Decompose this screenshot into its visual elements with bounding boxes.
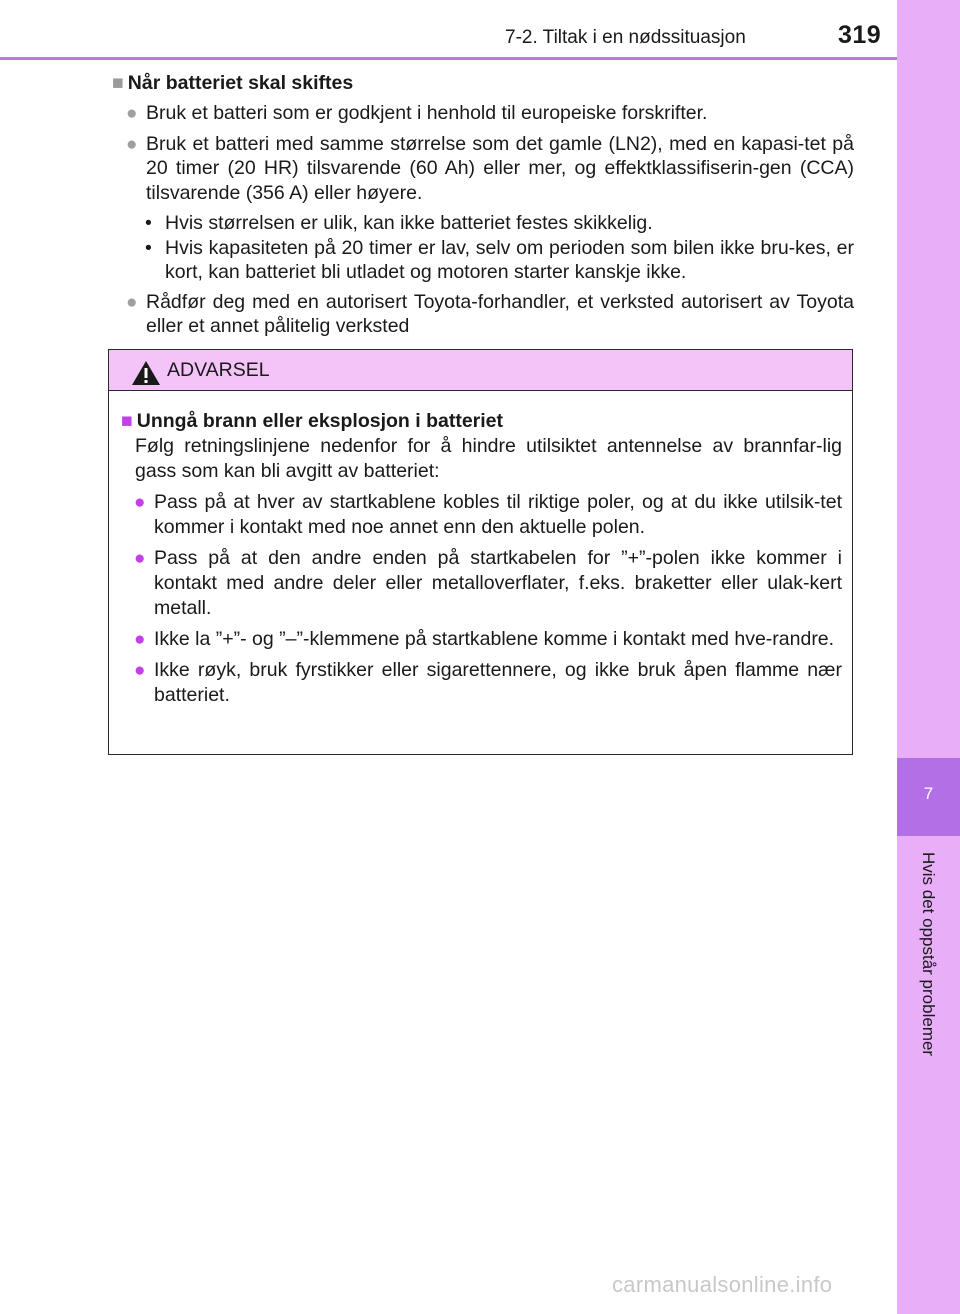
list-item-text: Bruk et batteri som er godkjent i henhold til europeiske forskrifter.	[146, 102, 708, 124]
warning-body	[109, 391, 852, 708]
warning-box	[108, 349, 853, 755]
circle-bullet-icon: ●	[134, 629, 146, 650]
chapter-number: 7	[923, 784, 934, 803]
list-item-text: Rådfør deg med en autorisert Toyota-forhandler, et verksted autorisert av Toyota eller et annet pålitelig verksted	[146, 290, 854, 337]
circle-bullet-icon: ●	[134, 492, 146, 513]
dot-bullet-icon: •	[145, 212, 152, 234]
chapter-sidebar	[897, 0, 960, 1314]
header-section-title: 7-2. Tiltak i en nødssituasjon	[505, 27, 746, 48]
warning-list-item	[121, 627, 842, 652]
dot-bullet-icon: •	[145, 236, 152, 259]
warning-list-item	[121, 658, 842, 708]
warning-list-item-text: Pass på at den andre enden på startkabelen for ”+”-polen ikke kommer i kontakt med andre deler eller metalloverflater, f.eks. braketter eller ulak-kert metall.	[154, 547, 842, 619]
warning-list-item-text: Ikke røyk, bruk fyrstikker eller sigarettennere, og ikke bruk åpen flamme nær batteriet.	[154, 659, 842, 706]
list-item	[112, 290, 854, 339]
warning-list-item-text: Pass på at hver av startkablene kobles til riktige poler, og at du ikke utilsik-tet kommer i kontakt med noe annet enn den aktuelle polen.	[154, 491, 842, 538]
warning-title: ADVARSEL	[167, 359, 270, 381]
warning-header	[109, 350, 852, 391]
warning-list-item-text: Ikke la ”+”- og ”–”-klemmene på startkablene komme i kontakt med hve-randre.	[154, 628, 835, 650]
watermark: carmanualsonline.info	[612, 1272, 833, 1297]
page-number: 319	[838, 21, 882, 49]
circle-bullet-icon: ●	[126, 103, 138, 124]
section-heading	[112, 70, 854, 96]
warning-list-item	[121, 546, 842, 621]
list-item-text: Bruk et batteri med samme størrelse som det gamle (LN2), med en kapasi-tet på 20 timer (20 HR) tilsvarende (60 Ah) eller mer, og effektklassifiserin-gen (CCA) tilsvarende (356 A) eller høyere.	[146, 132, 854, 204]
list-item	[112, 132, 854, 206]
square-bullet-icon: ■	[121, 410, 133, 432]
main-content	[112, 70, 854, 345]
list-item	[112, 101, 854, 126]
chapter-title: Hvis det oppstår problemer	[919, 852, 938, 1057]
header-rule	[0, 57, 897, 60]
subnote-item	[112, 211, 854, 236]
section-heading-text: Når batteriet skal skiftes	[127, 72, 354, 94]
subnote-text: Hvis kapasiteten på 20 timer er lav, selv om perioden som bilen ikke bru-kes, er kort, kan batteriet bli utladet og motoren starter kanskje ikke.	[165, 236, 854, 283]
circle-bullet-icon: ●	[126, 291, 138, 313]
square-bullet-icon: ■	[112, 72, 124, 94]
circle-bullet-icon: ●	[126, 133, 138, 155]
warning-heading-text: Unngå brann eller eksplosjon i batteriet	[136, 410, 504, 432]
warning-intro: Følg retningslinjene nedenfor for å hindre utilsiktet antennelse av brannfar-lig gass som kan bli avgitt av batteriet:	[135, 435, 842, 482]
subnote-text: Hvis størrelsen er ulik, kan ikke batteriet festes skikkelig.	[165, 212, 653, 234]
chapter-tab[interactable]	[897, 758, 960, 836]
subnote-list	[112, 211, 854, 285]
warning-heading	[121, 409, 842, 434]
circle-bullet-icon: ●	[134, 660, 146, 681]
warning-list-item	[121, 490, 842, 540]
subnote-item	[112, 236, 854, 285]
circle-bullet-icon: ●	[134, 548, 146, 569]
warning-triangle-icon	[131, 360, 161, 386]
